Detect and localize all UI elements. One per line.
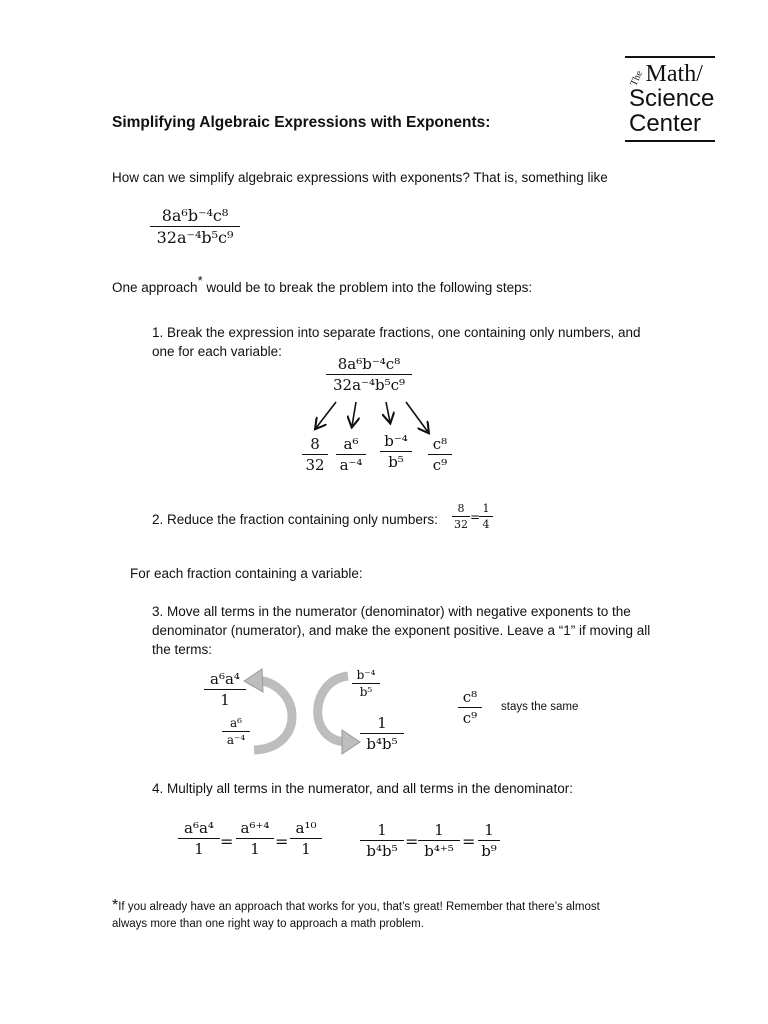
split-arrow-3 [386, 402, 390, 422]
frac-num: 1 [377, 821, 387, 839]
approach-pre: One approach [112, 280, 198, 295]
footnote [112, 897, 632, 933]
part-den: a⁻⁴ [339, 456, 363, 474]
part-num: a⁶ [343, 435, 359, 453]
step4-a-frac-3 [290, 819, 322, 858]
approach-post: would be to break the problem into the following steps: [206, 280, 533, 295]
example-fraction [150, 206, 240, 247]
split-arrow-1 [316, 402, 336, 428]
step4-text: 4. Multiply all terms in the numerator, and all terms in the denominator: [152, 781, 573, 796]
frac-den: b⁵ [359, 685, 373, 699]
page-title: Simplifying Algebraic Expressions with Exponents: [112, 114, 491, 131]
step3-b-result [360, 714, 404, 753]
frac-num: a⁶a⁴ [210, 670, 240, 688]
step4-b-frac-1 [360, 821, 404, 860]
step4-b-equals-1: = [405, 832, 419, 851]
part-den: c⁹ [432, 456, 448, 474]
step4-a-equals-2: = [275, 832, 289, 851]
frac-den: 1 [250, 840, 260, 858]
step1-text: 1. Break the expression into separate fractions, one containing only numbers, and one for each variable: [152, 325, 641, 359]
approach-line [112, 272, 533, 297]
logo-line2: Science [629, 85, 715, 112]
step1-part-numbers [302, 435, 328, 474]
frac-num: a⁶ [230, 716, 242, 730]
footnote-star: * [112, 897, 119, 914]
step3-text: 3. Move all terms in the numerator (denominator) with negative exponents to the denominator (numerator), and make the exponent positive. Leave a “1” if moving all the terms: [152, 604, 651, 657]
footnote-text: If you already have an approach that works for you, that’s great! Remember that there’s almost always more than one right way to approach a math problem. [112, 901, 600, 930]
step1-main-denominator: 32a⁻⁴b⁵c⁹ [333, 376, 405, 394]
stays-same-note: stays the same [501, 701, 579, 713]
step2-fraction-reduced [479, 502, 493, 531]
step1-split-arrows [300, 398, 440, 438]
frac-den: 1 [194, 840, 204, 858]
frac-num: 1 [482, 502, 490, 515]
logo-the: The [628, 69, 646, 88]
part-den: b⁵ [388, 453, 404, 471]
step2-equals: = [470, 510, 481, 524]
intro-text: How can we simplify algebraic expressions with exponents? That is, something like [112, 170, 608, 185]
frac-den: 32 [454, 518, 468, 531]
frac-num: a⁶a⁴ [184, 819, 214, 837]
approach-star: * [197, 272, 203, 288]
frac-den: b⁴⁺⁵ [424, 842, 454, 860]
split-arrow-4 [406, 402, 428, 432]
frac-num: 1 [434, 821, 444, 839]
frac-den: b⁹ [481, 842, 497, 860]
step3-a-original [222, 716, 250, 747]
example-numerator: 8a⁶b⁻⁴c⁸ [161, 206, 229, 225]
step4-b-frac-2 [418, 821, 460, 860]
frac-num: c⁸ [462, 688, 478, 706]
step4-b-frac-3 [478, 821, 500, 860]
example-denominator: 32a⁻⁴b⁵c⁹ [156, 228, 234, 247]
logo-line1: Math/ [645, 61, 703, 87]
frac-den: a⁻⁴ [226, 733, 246, 747]
frac-den: 4 [482, 518, 490, 531]
step1-main-numerator: 8a⁶b⁻⁴c⁸ [337, 355, 401, 373]
part-num: 8 [310, 435, 320, 453]
step3-b-original [352, 668, 380, 699]
step1-part-a [336, 435, 366, 474]
step4-a-equals-1: = [220, 832, 234, 851]
part-num: b⁻⁴ [384, 432, 408, 450]
part-den: 32 [305, 456, 325, 474]
step4-b-equals-2: = [462, 832, 476, 851]
frac-den: 1 [301, 840, 311, 858]
frac-den: 1 [220, 691, 230, 709]
step3-a-result [204, 670, 246, 709]
each-variable-heading: For each fraction containing a variable: [130, 566, 363, 581]
step1-part-c [428, 435, 452, 474]
step4-a-frac-2 [236, 819, 274, 858]
frac-num: 1 [377, 714, 387, 732]
step1-part-b [380, 432, 412, 471]
frac-num: 8 [457, 502, 465, 515]
step2-fraction-original [452, 502, 470, 531]
curved-arrow-right-head [342, 730, 360, 754]
part-num: c⁸ [432, 435, 448, 453]
math-science-center-logo [625, 56, 715, 142]
frac-num: b⁻⁴ [356, 668, 376, 682]
frac-den: c⁹ [462, 709, 478, 727]
frac-num: 1 [484, 821, 494, 839]
step3-c-fraction [458, 688, 482, 727]
frac-num: a⁶⁺⁴ [240, 819, 270, 837]
step4-a-frac-1 [178, 819, 220, 858]
step2-text: 2. Reduce the fraction containing only numbers: [152, 512, 438, 527]
curved-arrow-left-head [244, 669, 263, 692]
frac-num: a¹⁰ [295, 819, 317, 837]
step1-main-fraction [326, 355, 412, 394]
split-arrow-2 [352, 402, 356, 426]
logo-line3: Center [629, 110, 702, 137]
frac-den: b⁴b⁵ [366, 735, 398, 753]
frac-den: b⁴b⁵ [366, 842, 398, 860]
